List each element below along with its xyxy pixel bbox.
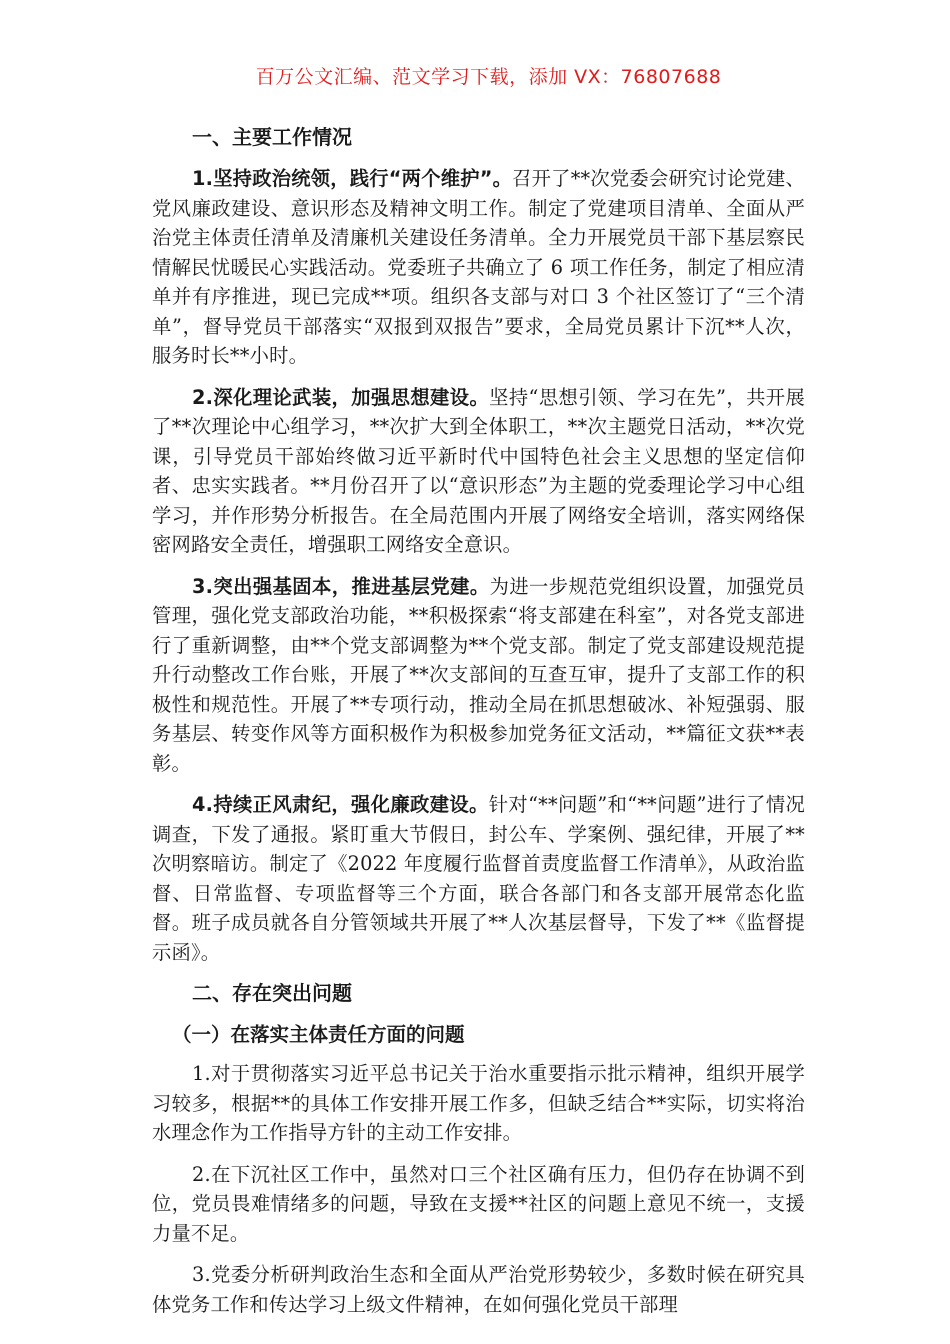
section-2-item-2: 2.在下沉社区工作中，虽然对口三个社区确有压力，但仍存在协调不到位，党员畏难情绪多的问题，导致在支援**社区的问题上意见不统一，支援力量不足。 (152, 1162, 805, 1245)
item-text: 召开了**次党委会研究讨论党建、党风廉政建设、意识形态及精神文明工作。制定了党建项目清单、全面从严治党主体责任清单及清廉机关建设任务清单。全力开展党员干部下基层察民情解民忧暖民心实践活动。党委班子共确立了 6 项工作任务，制定了相应清单并有序推进，现已完成**项。组织各支部与对口 3 个社区签订了“三个清单”，督导党员干部落实“双报到双报告”要求，全局党员累计下沉**人次，服务时长**小时。 (152, 167, 806, 367)
section-1-item-3 (152, 572, 805, 779)
section-1-title: 一、主要工作情况 (192, 125, 352, 149)
item-lead: 4.持续正风肃纪，强化廉政建设。 (192, 793, 489, 816)
item-lead: 3.突出强基固本，推进基层党建。 (192, 574, 490, 598)
section-2-item-1: 1.对于贯彻落实习近平总书记关于治水重要指示批示精神，组织开展学习较多，根据**的具体工作安排开展工作多，但缺乏结合**实际，切实将治水理念作为工作指导方针的主动工作安排。 (152, 1062, 805, 1144)
section-1-item-1 (152, 164, 805, 371)
subsection-title: （一）在落实主体责任方面的问题 (172, 1023, 465, 1046)
section-1-item-2 (152, 383, 805, 560)
item-text: 为进一步规范党组织设置，加强党员管理，强化党支部政治功能，**积极探索“将支部建在科室”，对各党支部进行了重新调整，由**个党支部调整为**个党支部。制定了党支部建设规范提升行动整改工作台账，开展了**次支部间的互查互审，提升了支部工作的积极性和规范性。开展了**专项行动，推动全局在抓思想破冰、补短强弱、服务基层、转变作风等方面积极作为积极参加党务征文活动，**篇征文获**表彰。 (152, 574, 805, 775)
item-text: 坚持“思想引领、学习在先”，共开展了**次理论中心组学习，**次扩大到全体职工，**次主题党日活动，**次党课，引导党员干部始终做习近平新时代中国特色社会主义思想的坚定信仰者、忠实实践者。**月份召开了以“意识形态”为主题的党委理论学习中心组学习，并作形势分析报告。在全局范围内开展了网络安全培训，落实网络保密网路安全责任，增强职工网络安全意识。 (152, 385, 805, 556)
item-lead: 1.坚持政治统领，践行“两个维护”。 (192, 167, 513, 190)
header-banner: 百万公文汇编、范文学习下载，添加 VX：76807688 (255, 66, 722, 88)
section-1-item-4 (152, 790, 805, 967)
item-lead: 2.深化理论武装，加强思想建设。 (192, 385, 490, 409)
section-2-title: 二、存在突出问题 (192, 981, 352, 1005)
section-2-item-3: 3.党委分析研判政治生态和全面从严治党形势较少，多数时候在研究具体党务工作和传达学习上级文件精神，在如何强化党员干部理 (152, 1263, 805, 1316)
item-text: 针对“**问题”和“**问题”进行了情况调查，下发了通报。紧盯重大节假日，封公车、学案例、强纪律，开展了**次明察暗访。制定了《2022 年度履行监督首责度监督工作清单》，从政治监督、日常监督、专项监督等三个方面，联合各部门和各支部开展常态化监督。班子成员就各自分管领域共开展了**人次基层督导，下发了**《监督提示函》。 (152, 793, 805, 964)
